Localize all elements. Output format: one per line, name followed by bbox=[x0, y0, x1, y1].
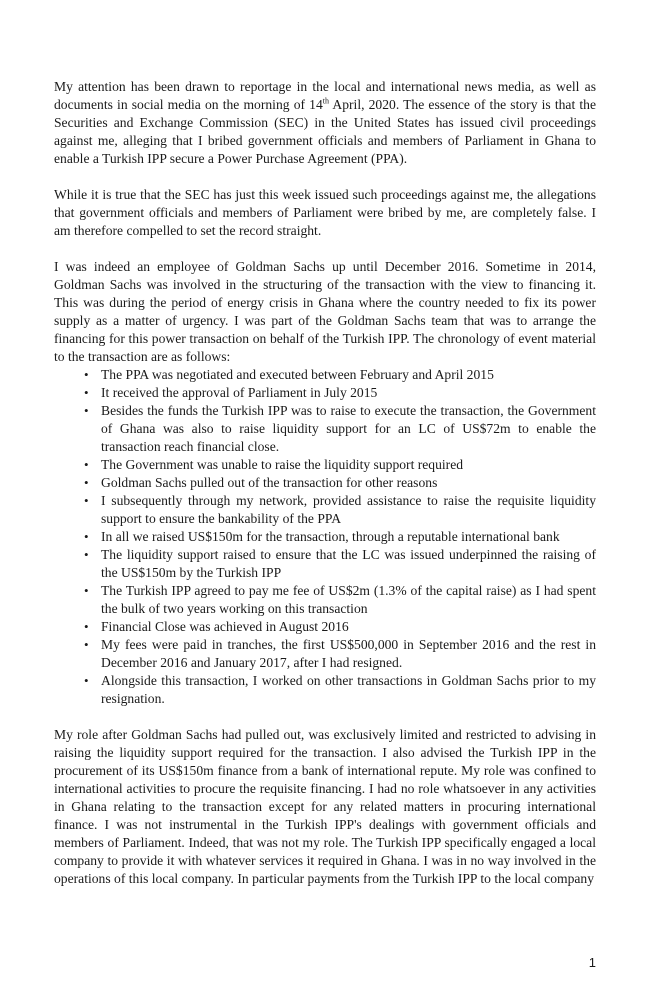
chronology-item-text: The Government was unable to raise the liquidity support required bbox=[101, 457, 464, 472]
chronology-item-text: Financial Close was achieved in August 2016 bbox=[101, 619, 349, 634]
chronology-item bbox=[84, 582, 596, 618]
chronology-item-text: Alongside this transaction, I worked on other transactions in Goldman Sachs prior to my resignation. bbox=[101, 673, 596, 706]
chronology-item-text: The PPA was negotiated and executed between February and April 2015 bbox=[101, 367, 494, 382]
chronology-item bbox=[84, 474, 596, 492]
page-number: 1 bbox=[588, 955, 596, 970]
bullet-icon: • bbox=[84, 637, 89, 652]
chronology-item bbox=[84, 636, 596, 672]
chronology-list bbox=[54, 366, 596, 708]
bullet-icon: • bbox=[84, 457, 89, 472]
chronology-item-text: My fees were paid in tranches, the first US$500,000 in September 2016 and the rest in December 2016 and January 2017, after I had resigned. bbox=[101, 637, 596, 670]
paragraph-role: My role after Goldman Sachs had pulled out, was exclusively limited and restricted to advising in raising the liquidity support required for the transaction. I also advised the Turkish IPP in the procurement of its US$150m finance from a bank of international repute. My role was confined to international activities to procure the requisite financing. I had no role whatsoever in any activities in Ghana relating to the transaction except for any related matters in procuring international finance. I was not instrumental in the Turkish IPP's dealings with government officials and members of Parliament. Indeed, that was not my role. The Turkish IPP specifically engaged a local company to provide it with whatever services it required in Ghana. I was in no way involved in the operations of this local company. In particular payments from the Turkish IPP to the local company bbox=[54, 727, 596, 886]
chronology-item bbox=[84, 456, 596, 474]
chronology-item-text: The Turkish IPP agreed to pay me fee of US$2m (1.3% of the capital raise) as I had spent the bulk of two years working on this transaction bbox=[101, 583, 596, 616]
chronology-item bbox=[84, 672, 596, 708]
bullet-icon: • bbox=[84, 367, 89, 382]
bullet-icon: • bbox=[84, 583, 89, 598]
chronology-item bbox=[84, 618, 596, 636]
chronology-item-text: Besides the funds the Turkish IPP was to raise to execute the transaction, the Government of Ghana was also to raise liquidity support for an LC of US$72m to enable the transaction reach financial close. bbox=[101, 403, 596, 454]
chronology-item-text: The liquidity support raised to ensure that the LC was issued underpinned the raising of the US$150m by the Turkish IPP bbox=[101, 547, 596, 580]
chronology-item bbox=[84, 528, 596, 546]
bullet-icon: • bbox=[84, 475, 89, 490]
chronology-item bbox=[84, 402, 596, 456]
bullet-icon: • bbox=[84, 529, 89, 544]
ordinal-suffix: th bbox=[322, 96, 329, 106]
paragraph-allegation-report: My attention has been drawn to reportage in the local and international news media, as well as documents in social media on the morning of 14th April, 2020. The essence of the story is that the Securities and Exchange Commission (SEC) in the United States has issued civil proceedings against me, alleging that I bribed government officials and members of Parliament in Ghana to enable a Turkish IPP secure a Power Purchase Agreement (PPA). bbox=[54, 79, 596, 166]
paragraph-denial: While it is true that the SEC has just this week issued such proceedings against me, the allegations that government officials and members of Parliament were bribed by me, are completely false. I am therefore compelled to set the record straight. bbox=[54, 187, 596, 238]
bullet-icon: • bbox=[84, 493, 89, 508]
chronology-item bbox=[84, 366, 596, 384]
chronology-item-text: It received the approval of Parliament in July 2015 bbox=[101, 385, 378, 400]
chronology-item-text: I subsequently through my network, provided assistance to raise the requisite liquidity support to ensure the bankability of the PPA bbox=[101, 493, 596, 526]
chronology-item bbox=[84, 384, 596, 402]
paragraph-background: I was indeed an employee of Goldman Sachs up until December 2016. Sometime in 2014, Goldman Sachs was involved in the structuring of the transaction with the view to financing it. This was during the period of energy crisis in Ghana where the country needed to fix its power supply as a matter of urgency. I was part of the Goldman Sachs team that was to arrange the financing for this power transaction on behalf of the Turkish IPP. The chronology of event material to the transaction are as follows: bbox=[54, 259, 596, 364]
bullet-icon: • bbox=[84, 547, 89, 562]
chronology-item-text: In all we raised US$150m for the transaction, through a reputable international bank bbox=[101, 529, 560, 544]
bullet-icon: • bbox=[84, 673, 89, 688]
bullet-icon: • bbox=[84, 619, 89, 634]
bullet-icon: • bbox=[84, 385, 89, 400]
chronology-item bbox=[84, 546, 596, 582]
chronology-item bbox=[84, 492, 596, 528]
chronology-item-text: Goldman Sachs pulled out of the transaction for other reasons bbox=[101, 475, 438, 490]
bullet-icon: • bbox=[84, 403, 89, 418]
